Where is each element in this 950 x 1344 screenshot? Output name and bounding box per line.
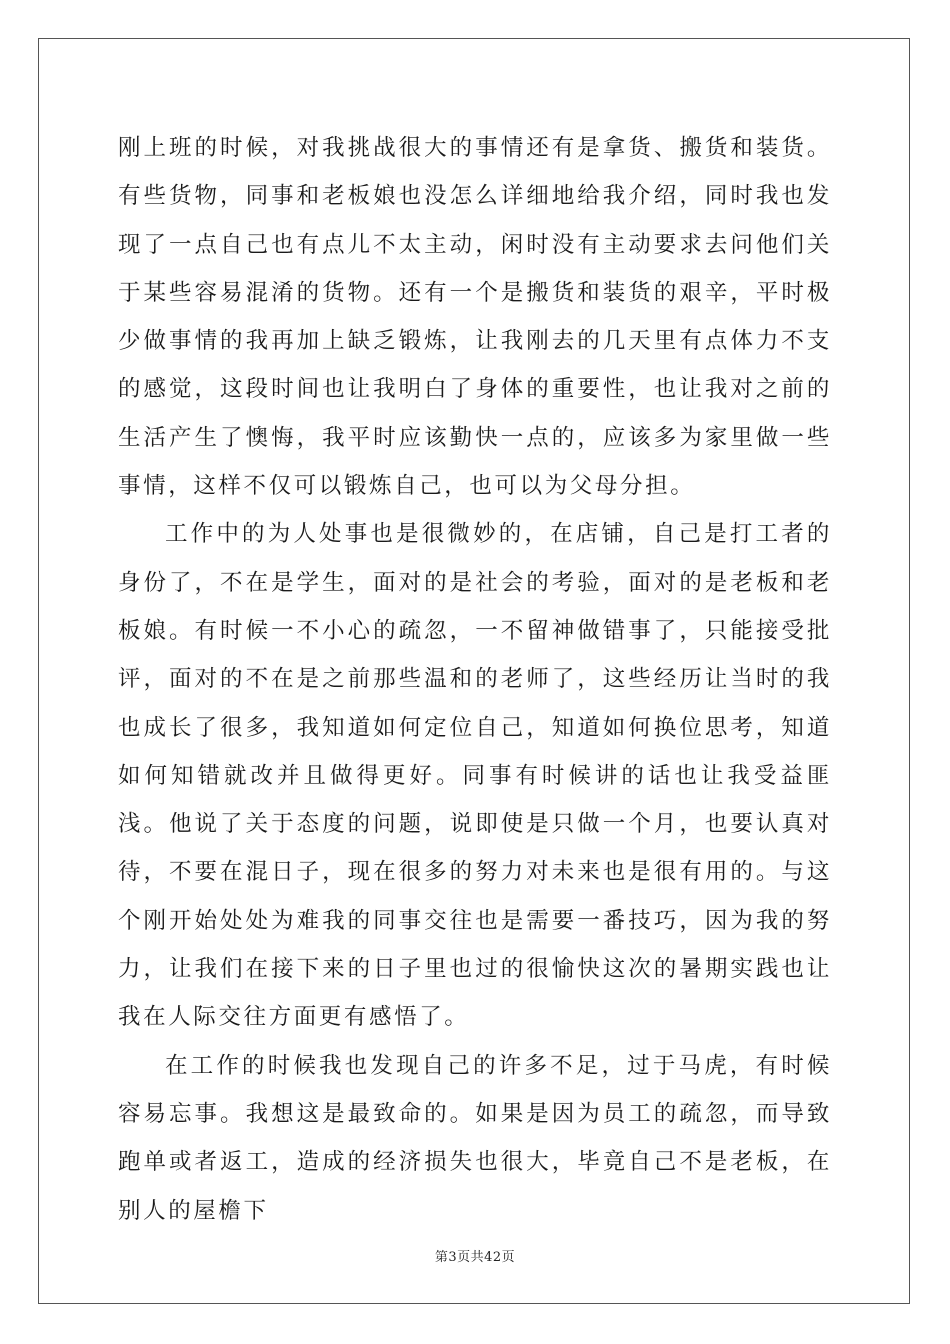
paragraph-1: 刚上班的时候，对我挑战很大的事情还有是拿货、搬货和装货。有些货物，同事和老板娘也没怎么详细地给我介绍，同时我也发现了一点自己也有点儿不太主动，闲时没有主动要求去问他们关于某些容易混淆的货物。还有一个是搬货和装货的艰辛，平时极少做事情的我再加上缺乏锻炼，让我刚去的几天里有点体力不支的感觉，这段时间也让我明白了身体的重要性，也让我对之前的生活产生了懊悔，我平时应该勤快一点的，应该多为家里做一些事情，这样不仅可以锻炼自己，也可以为父母分担。	[118, 135, 832, 500]
paragraph-2: 工作中的为人处事也是很微妙的，在店铺，自己是打工者的身份了，不在是学生，面对的是社会的考验，面对的是老板和老板娘。有时候一不小心的疏忽，一不留神做错事了，只能接受批评，面对的不在是之前那些温和的老师了，这些经历让当时的我也成长了很多，我知道如何定位自己，知道如何换位思考，知道如何知错就改并且做得更好。同事有时候讲的话也让我受益匪浅。他说了关于态度的问题，说即使是只做一个月，也要认真对待，不要在混日子，现在很多的努力对未来也是很有用的。与这个刚开始处处为难我的同事交往也是需要一番技巧，因为我的努力，让我们在接下来的日子里也过的很愉快这次的暑期实践也让我在人际交往方面更有感悟了。	[118, 521, 832, 1031]
paragraph-3: 在工作的时候我也发现自己的许多不足，过于马虎，有时候容易忘事。我想这是最致命的。如果是因为员工的疏忽，而导致跑单或者返工，造成的经济损失也很大，毕竟自己不是老板，在别人的屋檐下	[118, 1052, 832, 1224]
total-page-count: 共42页	[470, 1250, 516, 1265]
current-page-number: 第3页	[434, 1250, 471, 1265]
page-footer	[0, 1246, 950, 1265]
document-body	[118, 124, 832, 1235]
